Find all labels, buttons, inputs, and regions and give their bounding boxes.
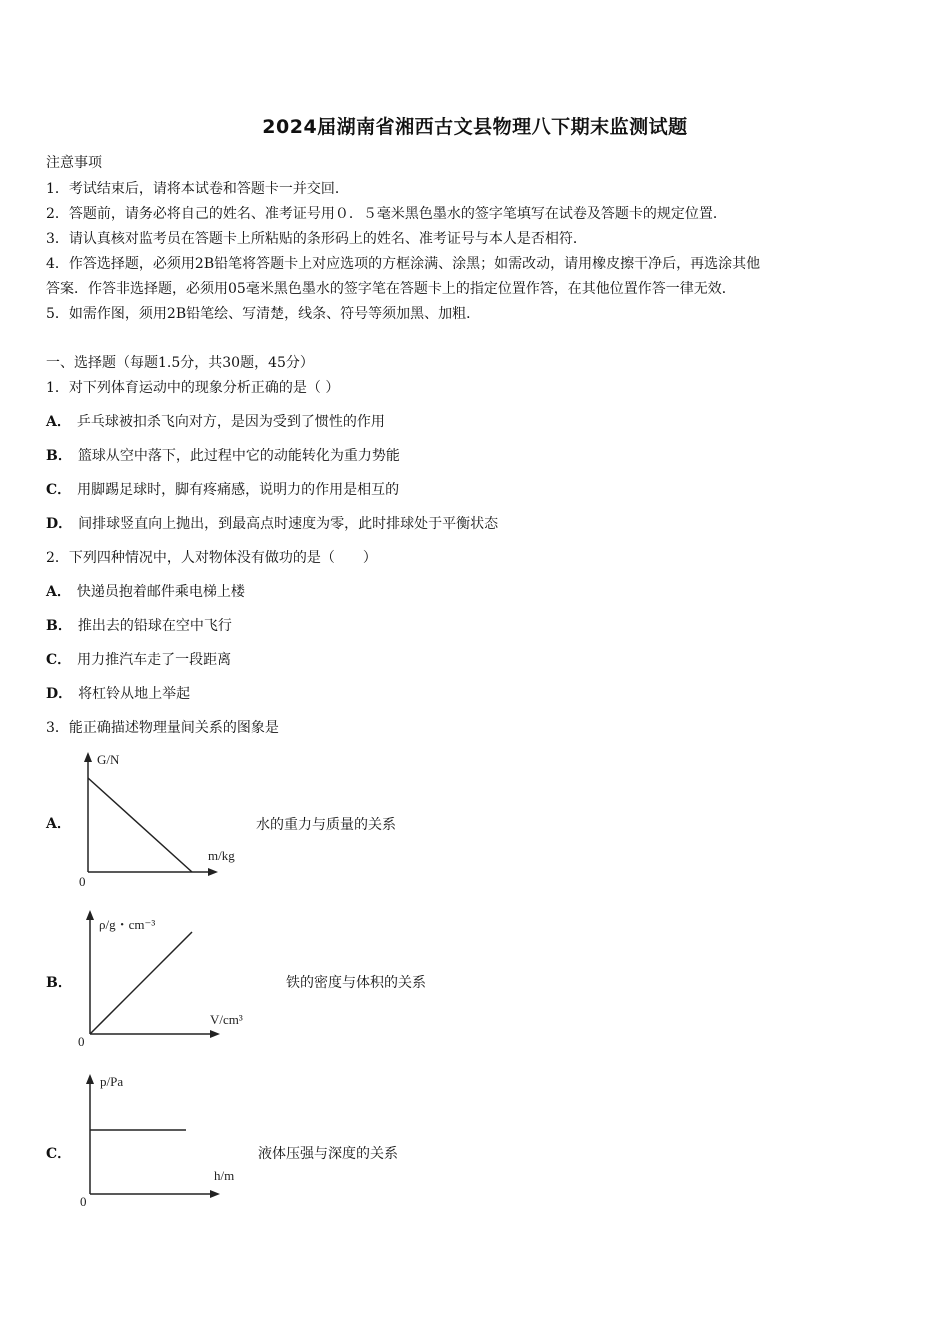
q1-option-a: A． 乒乓球被扣杀飞向对方，是因为受到了惯性的作用 bbox=[46, 414, 385, 430]
q3-option-a-letter: A． bbox=[46, 816, 71, 832]
q2-option-a: A． 快递员抱着邮件乘电梯上楼 bbox=[46, 584, 245, 600]
notice-item: 4．作答选择题，必须用2B铅笔将答题卡上对应选项的方框涂满、涂黑；如需改动，请用橡皮擦干净后，再选涂其他 bbox=[46, 256, 761, 272]
page-title: 2024届湖南省湘西古文县物理八下期末监测试题 bbox=[262, 116, 688, 138]
graph-b-caption: 铁的密度与体积的关系 bbox=[286, 975, 426, 991]
x-axis-arrow bbox=[210, 1190, 220, 1198]
q1-option-b: B． 篮球从空中落下，此过程中它的动能转化为重力势能 bbox=[46, 448, 400, 464]
q3-option-c-letter: C． bbox=[46, 1146, 72, 1162]
graph-c-origin: 0 bbox=[80, 1194, 87, 1209]
x-axis-arrow bbox=[208, 868, 218, 876]
graph-b-origin: 0 bbox=[78, 1034, 85, 1049]
notice-item: 5．如需作图，须用2B铅笔绘、写清楚，线条、符号等须加黑、加粗． bbox=[46, 306, 481, 322]
y-axis-arrow bbox=[84, 752, 92, 762]
y-axis-arrow bbox=[86, 910, 94, 920]
graph-c-caption: 液体压强与深度的关系 bbox=[258, 1146, 398, 1162]
notice-item: 1．考试结束后，请将本试卷和答题卡一并交回． bbox=[46, 181, 349, 197]
graph-b-x-label: V/cm³ bbox=[210, 1012, 243, 1027]
question-1-stem: 1．对下列体育运动中的现象分析正确的是（ ） bbox=[46, 380, 340, 396]
y-axis-arrow bbox=[86, 1074, 94, 1084]
notice-item: 3．请认真核对监考员在答题卡上所粘贴的条形码上的姓名、准考证号与本人是否相符． bbox=[46, 231, 587, 247]
q1-option-d: D． 间排球竖直向上抛出，到最高点时速度为零，此时排球处于平衡状态 bbox=[46, 516, 499, 532]
graph-b-y-label: ρ/g・cm⁻³ bbox=[99, 917, 156, 932]
graph-a-y-label: G/N bbox=[97, 752, 120, 767]
graph-line bbox=[90, 932, 192, 1034]
graph-a-x-label: m/kg bbox=[208, 848, 235, 863]
graph-line bbox=[88, 778, 192, 872]
notice-heading: 注意事项 bbox=[46, 155, 102, 171]
notice-item: 2．答题前，请务必将自己的姓名、准考证号用０．５毫米黑色墨水的签字笔填写在试卷及答题卡的规定位置． bbox=[46, 206, 727, 222]
x-axis-arrow bbox=[210, 1030, 220, 1038]
section-heading: 一、选择题（每题1.5分，共30题，45分） bbox=[46, 355, 314, 371]
graph-a bbox=[72, 750, 262, 890]
q2-option-c: C． 用力推汽车走了一段距离 bbox=[46, 652, 232, 668]
q2-option-b: B． 推出去的铅球在空中飞行 bbox=[46, 618, 232, 634]
question-3-stem: 3．能正确描述物理量间关系的图象是 bbox=[46, 720, 279, 736]
graph-c bbox=[72, 1070, 262, 1210]
graph-a-origin: 0 bbox=[79, 874, 86, 889]
q1-option-c: C． 用脚踢足球时，脚有疼痛感，说明力的作用是相互的 bbox=[46, 482, 400, 498]
question-2-stem: 2．下列四种情况中，人对物体没有做功的是（ ） bbox=[46, 550, 377, 566]
q3-option-b-letter: B． bbox=[46, 975, 72, 991]
graph-c-y-label: p/Pa bbox=[100, 1074, 124, 1089]
q2-option-d: D． 将杠铃从地上举起 bbox=[46, 686, 191, 702]
notice-item: 答案．作答非选择题，必须用05毫米黑色墨水的签字笔在答题卡上的指定位置作答，在其他位置作答一律无效． bbox=[46, 281, 736, 297]
graph-a-caption: 水的重力与质量的关系 bbox=[256, 817, 396, 833]
graph-c-x-label: h/m bbox=[214, 1168, 235, 1183]
